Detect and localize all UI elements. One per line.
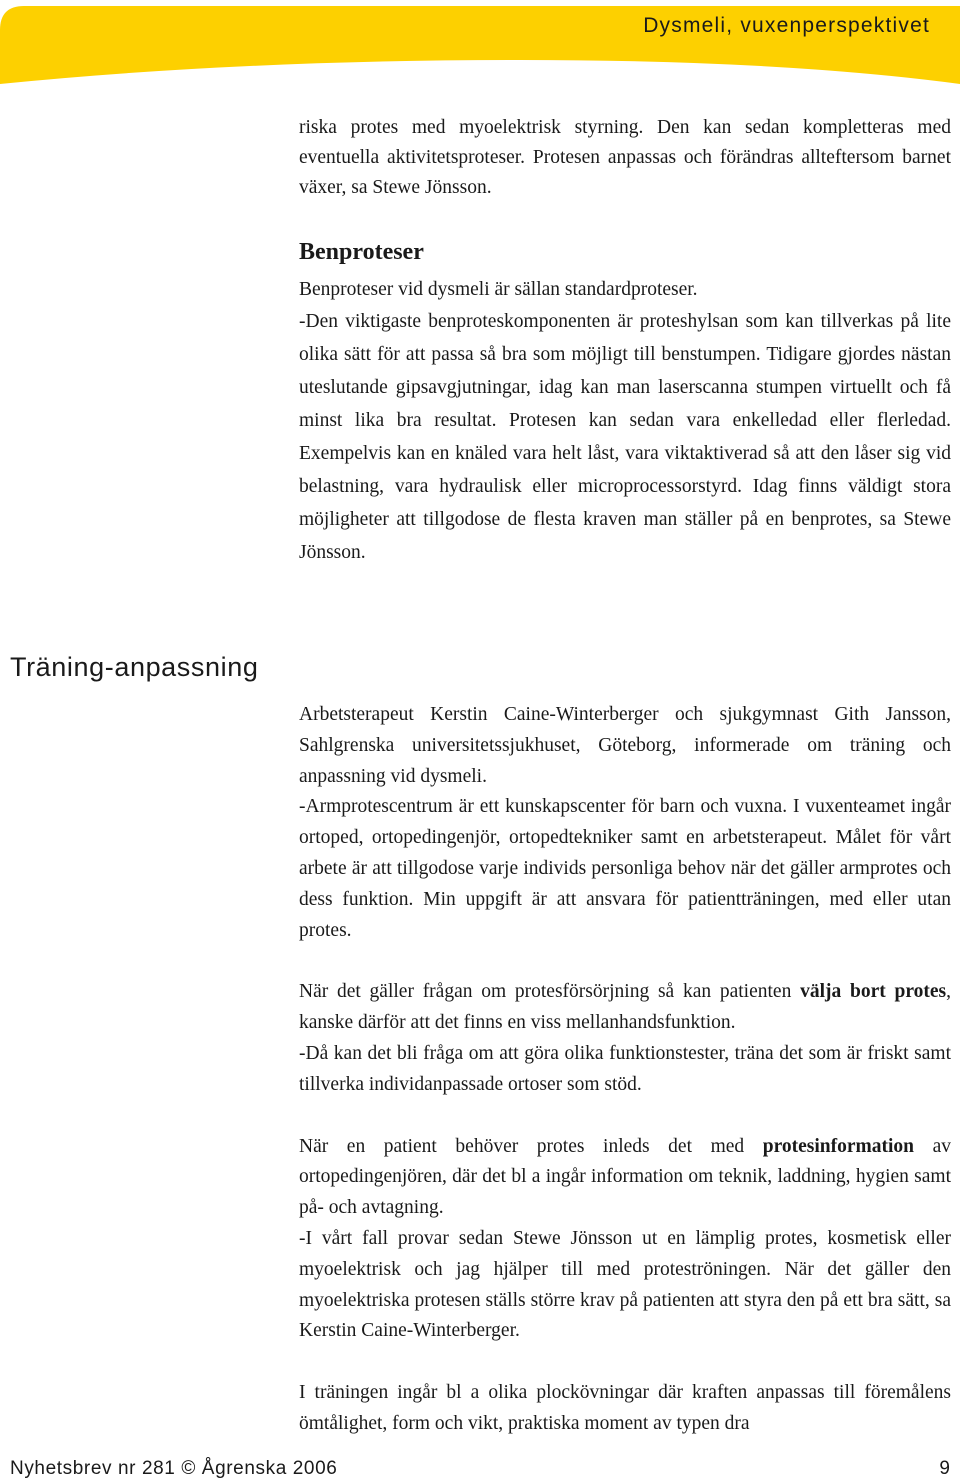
text-run: När en patient behöver protes inleds det med [299,1135,763,1157]
protes-info-paragraph [299,1132,951,1224]
article-column-top [299,113,951,569]
text-run: av ortopedingenjören, där det bl a ingår information om teknik, laddning, hygien samt på- och avtagning. [299,1135,951,1219]
emphasis-valja-bort-protes: välja bort protes [800,981,947,1003]
footer-publication: Nyhetsbrev nr 281 © Ågrenska 2006 [10,1458,338,1479]
function-tests-paragraph: -Då kan det bli fråga om att göra olika funktionstester, träna det som är friskt samt tillverka individanpassade ortoser som stöd. [299,1042,951,1095]
training-paragraph-1: Arbetsterapeut Kerstin Caine-Winterberger och sjukgymnast Gith Jansson, Sahlgrenska universitetssjukhuset, Göteborg, informerade om träning och anpassning vid dysmeli. [299,704,951,787]
text-run: , kanske därför att det finns en viss mellanhandsfunktion. [299,981,951,1034]
text-run: När det gäller frågan om protesförsörjning så kan patienten [299,981,801,1003]
footer-page-number: 9 [939,1458,950,1479]
article-column-bottom [299,700,951,1440]
protes-choice-paragraph [299,977,951,1039]
fitting-paragraph: -I vårt fall provar sedan Stewe Jönsson ut en lämplig protes, kosmetisk eller myoelektrisk och jag hjälper till med proteströningen. När det gäller den myoelektriska protesen ställs större krav på patienten att styra den på ett bra sätt, sa Kerstin Caine-Winterberger. [299,1227,951,1342]
side-heading-traning: Träning-anpassning [10,652,259,682]
exercises-paragraph: I träningen ingår bl a olika plockövningar där kraften anpassas till föremålens ömtålighet, form och vikt, praktiska moment av typen dra [299,1382,951,1434]
header-band-shape [0,0,960,84]
benproteser-paragraph-2: -Den viktigaste benproteskomponenten är proteshylsan som kan tillverkas på lite olika sätt för att passa så bra som möjligt till benstumpen. Tidigare gjordes nästan uteslutande gipsavgjutningar, idag kan man laserscanna stumpen virtuellt och få minst lika bra resultat. Protesen kan sedan vara enkelledad eller flerledad. Exempelvis kan en knäled vara helt låst, vara viktaktiverad så att den låser sig vid belastning, vara hydraulisk eller microprocessorstyrd. Idag finns väldigt stora möjligheter att tillgodose de flesta kraven man ställer på en benprotes, sa Stewe Jönsson. [299,311,951,563]
emphasis-protesinformation: protesinformation [762,1135,915,1157]
section-heading-benproteser: Benproteser [299,239,424,265]
running-header-title: Dysmeli, vuxenperspektivet [643,14,930,37]
header-band [0,0,960,84]
intro-paragraph: riska protes med myoelektrisk styrning. Den kan sedan kompletteras med eventuella aktivitetsproteser. Protesen anpassas och förändras allteftersom barnet växer, sa Stewe Jönsson. [299,117,951,198]
benproteser-paragraph-1: Benproteser vid dysmeli är sällan standardproteser. [299,279,698,300]
training-paragraph-2: -Armprotescentrum är ett kunskapscenter för barn och vuxna. I vuxenteamet ingår ortoped, ortopedingenjör, ortopedtekniker samt en arbetsterapeut. Målet för vårt arbete är att tillgodose varje individs personliga behov när det gäller armprotes och dess funktion. Min uppgift är att ansvara för patientträningen, med eller utan protes. [299,796,951,941]
